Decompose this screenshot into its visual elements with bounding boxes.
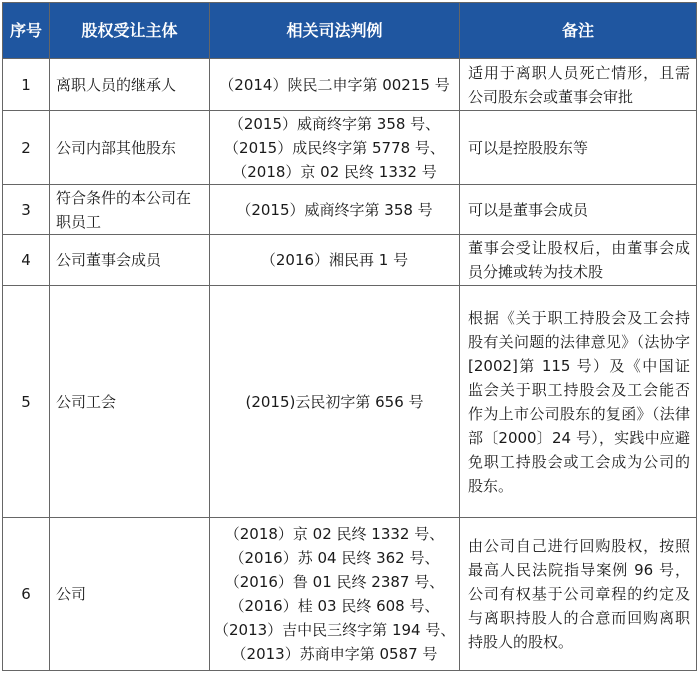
row-number: 2 xyxy=(3,111,50,185)
header-no: 序号 xyxy=(3,3,50,59)
row-number: 1 xyxy=(3,59,50,111)
case-reference: （2015）成民终字第 5778 号、 xyxy=(224,138,445,157)
case-list xyxy=(210,111,460,185)
remark: 适用于离职人员死亡情形，且需公司股东会或董事会审批 xyxy=(460,59,697,111)
header-note: 备注 xyxy=(460,3,697,59)
table-row xyxy=(3,59,697,111)
remark: 可以是董事会成员 xyxy=(460,185,697,235)
case-reference: （2016）桂 03 民终 608 号、 xyxy=(229,597,440,615)
case-reference: (2015)云民初字第 656 号 xyxy=(245,392,424,411)
transferee-subject: 符合条件的本公司在职员工 xyxy=(50,185,210,235)
case-list xyxy=(210,518,460,671)
case-reference: （2018）京 02 民终 1332 号、 xyxy=(224,525,445,543)
table-row xyxy=(3,235,697,286)
table-row xyxy=(3,286,697,518)
case-reference: （2013）吉中民三终字第 194 号、 xyxy=(214,621,456,639)
row-number: 4 xyxy=(3,235,50,286)
table-row xyxy=(3,185,697,235)
transferee-subject: 离职人员的继承人 xyxy=(50,59,210,111)
case-reference: （2013）苏商申字第 0587 号 xyxy=(231,645,438,663)
case-reference: （2016）鲁 01 民终 2387 号、 xyxy=(224,573,445,591)
row-number: 3 xyxy=(3,185,50,235)
row-number: 6 xyxy=(3,518,50,671)
case-reference: （2016）苏 04 民终 362 号、 xyxy=(229,549,440,567)
case-reference: （2015）威商终字第 358 号 xyxy=(236,200,433,219)
remark: 董事会受让股权后，由董事会成员分摊或转为技术股 xyxy=(460,235,697,286)
case-reference: （2016）湘民再 1 号 xyxy=(260,251,409,269)
transferee-subject: 公司内部其他股东 xyxy=(50,111,210,185)
case-reference: （2018）京 02 民终 1332 号 xyxy=(232,162,437,181)
case-reference: （2014）陕民二申字第 00215 号 xyxy=(219,75,450,94)
case-list xyxy=(210,286,460,518)
equity-transferee-table xyxy=(2,2,697,671)
table-header-row xyxy=(3,3,697,59)
case-list xyxy=(210,235,460,286)
header-subject: 股权受让主体 xyxy=(50,3,210,59)
case-list xyxy=(210,185,460,235)
remark: 根据《关于职工持股会及工会持股有关问题的法律意见》（法协字[2002]第 115 号）及《中国证监会关于职工持股会及工会能否作为上市公司股东的复函》（法律部〔2000〕24 号），实践中应避免职工持股会或工会成为公司的股东。 xyxy=(460,286,697,518)
row-number: 5 xyxy=(3,286,50,518)
header-cases: 相关司法判例 xyxy=(210,3,460,59)
table-row xyxy=(3,111,697,185)
transferee-subject: 公司工会 xyxy=(50,286,210,518)
transferee-subject: 公司董事会成员 xyxy=(50,235,210,286)
case-reference: （2015）威商终字第 358 号、 xyxy=(228,114,441,133)
table-row xyxy=(3,518,697,671)
remark: 可以是控股股东等 xyxy=(460,111,697,185)
case-list xyxy=(210,59,460,111)
transferee-subject: 公司 xyxy=(50,518,210,671)
remark: 由公司自己进行回购股权，按照最高人民法院指导案例 96 号，公司有权基于公司章程的约定及与离职持股人的合意而回购离职持股人的股权。 xyxy=(460,518,697,671)
